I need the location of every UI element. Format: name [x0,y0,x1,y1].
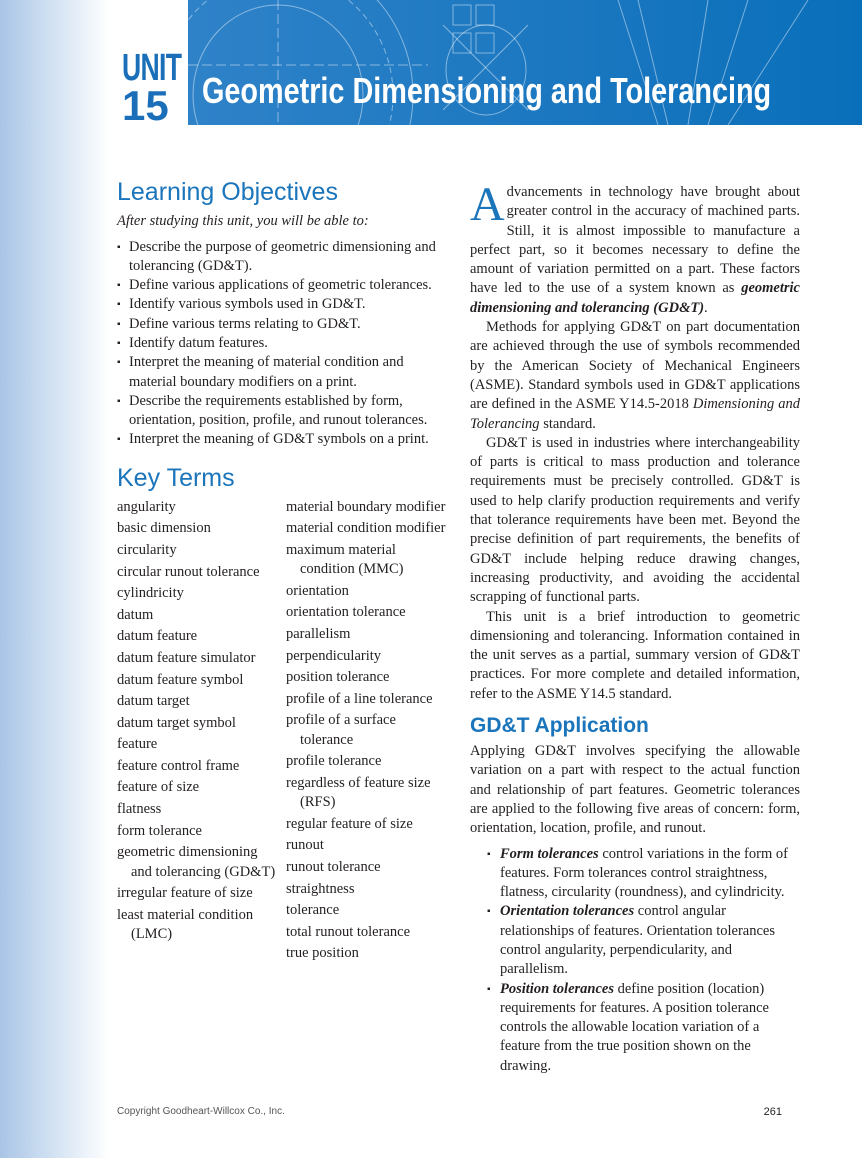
key-term: runout tolerance [286,858,381,875]
key-term: datum feature symbol [117,671,244,688]
intro-paragraph-3: GD&T is used in industries where interchangeability of parts is critical to mass production and tolerance requirements must be precisely controlled. GD&T is used to help clarify production requirements and verify that tolerance requirements have been met. Beyond the precise definition of part requirements, the benefits of GD&T include helping reduce drawing changes, increasing productivity, and avoiding the accidental scrapping of functional parts. [470,434,800,606]
unit-number: 15 [122,82,169,130]
key-term: irregular feature of size [117,885,253,902]
unit-word: UNIT [122,47,182,89]
key-term: basic dimension [117,520,211,537]
text: control variations in the form of features. Form tolerances control straightness, flatness, circularity (roundness), and cylindricity. [500,845,788,901]
application-list [470,845,800,1077]
key-term: tolerance [286,902,340,919]
key-term: least material condition (LMC) [117,906,254,943]
text: Methods for applying GD&T on part documentation are achieved through the use of symbols recommended by the American Society of Mechanical Engineers (ASME). Standard symbols used in GD&T applications are defined in the ASME Y14.5-2018 [470,319,800,413]
key-term: datum feature simulator [117,649,256,666]
key-term: flatness [117,801,162,818]
list-item [500,980,800,1076]
key-term: runout [286,837,324,854]
list-item: ▪ Identify datum features. [117,334,448,353]
chapter-title: Geometric Dimensioning and Tolerancing [202,70,772,111]
key-term: true position [286,945,359,962]
left-column [117,176,448,1076]
key-term: angularity [117,498,176,515]
key-term: datum feature [117,628,198,645]
objectives-intro: After studying this unit, you will be able to: [117,213,369,229]
learning-objectives-heading: Learning Objectives [117,178,338,206]
key-term: material condition modifier [286,520,446,537]
list-item: ▪ Interpret the meaning of material condition and material boundary modifiers on a print. [117,353,448,392]
key-term: orientation [286,582,349,599]
key-term: datum target symbol [117,714,236,731]
list-item: ▪ Identify various symbols used in GD&T. [117,295,448,314]
key-term: maximum material condition (MMC) [286,541,404,578]
list-item: ▪ Define various applications of geometric tolerances. [117,276,448,295]
key-term: circular runout tolerance [117,563,260,580]
key-term: form tolerance [117,822,202,839]
text: dvancements in technology have brought about greater control in the accuracy of machined parts. Still, it is almost impossible to manufacture a perfect part, so it becomes necessary to define the amount of variation permitted on a part. These factors have led to the use of a system known as [470,184,800,297]
key-terms-heading: Key Terms [117,463,235,492]
objectives-list [117,238,448,450]
key-term: profile of a line tolerance [286,690,433,707]
key-term: straightness [286,880,355,897]
key-term: orientation tolerance [286,604,406,621]
intro-paragraph-4: This unit is a brief introduction to geometric dimensioning and tolerancing. Information contained in the unit serves as a partial, summary version of GD&T practices. For more complete and detailed information, refer to the ASME Y14.5 standard. [470,608,800,702]
gdt-application-heading: GD&T Application [470,714,649,738]
key-term: material boundary modifier [286,498,446,515]
text: . [704,299,708,316]
page-footer [117,1106,782,1158]
key-term: parallelism [286,626,351,643]
term: Position tolerances [500,980,614,997]
key-terms [117,498,448,966]
key-term: circularity [117,541,177,558]
key-term: cylindricity [117,585,184,602]
key-terms-column-2 [286,498,451,966]
list-item [500,902,800,979]
key-term: regardless of feature size (RFS) [286,774,431,811]
list-item: ▪ Describe the purpose of geometric dimensioning and tolerancing (GD&T). [117,238,448,277]
key-term: geometric dimensioning and tolerancing (GD&T) [117,844,276,880]
key-term: regular feature of size [286,815,413,832]
key-term: profile of a surface tolerance [286,712,396,748]
key-term: datum [117,606,154,623]
key-term: feature of size [117,779,200,796]
key-term: datum target [117,693,190,710]
term: Orientation tolerances [500,903,635,920]
text: define position (location) requirements for features. A position tolerance controls the allowable location variation of a feature from the true position shown on the drawing. [500,980,769,1074]
list-item: ▪ Describe the requirements established by form, orientation, position, profile, and runout tolerances. [117,392,448,431]
drop-cap: A [470,178,505,231]
key-term: feature control frame [117,757,240,774]
text: control angular relationships of features. Orientation tolerances control angularity, perpendicularity, and parallelism. [500,903,775,978]
standard-title: Dimensioning and Tolerancing [470,396,800,432]
list-item: ▪ Interpret the meaning of GD&T symbols on a print. [117,430,448,449]
term: Form tolerances [500,845,599,862]
key-term: feature [117,736,158,753]
key-term: geometric dimensioning and tolerancing (GD&T) [470,280,800,316]
list-item: ▪ Define various terms relating to GD&T. [117,315,448,334]
text: standard. [539,415,596,432]
key-terms-column-1 [117,498,282,966]
application-paragraph: Applying GD&T involves specifying the allowable variation on a part with respect to the actual function and relationship of part features. Geometric tolerances are applied to the following five areas of concern: form, orientation, location, profile, and runout. [470,743,800,837]
intro-paragraph-2 [470,318,800,434]
intro-paragraph-1 [470,178,800,318]
key-term: position tolerance [286,669,390,686]
key-term: perpendicularity [286,647,382,664]
copyright: Copyright Goodheart-Willcox Co., Inc. [117,1106,285,1118]
key-term: profile tolerance [286,753,382,770]
right-column [470,176,800,1076]
key-term: total runout tolerance [286,923,411,940]
list-item [500,845,800,903]
intro-section [470,178,800,704]
application-section [470,742,800,1076]
page-number: 261 [763,1106,782,1119]
